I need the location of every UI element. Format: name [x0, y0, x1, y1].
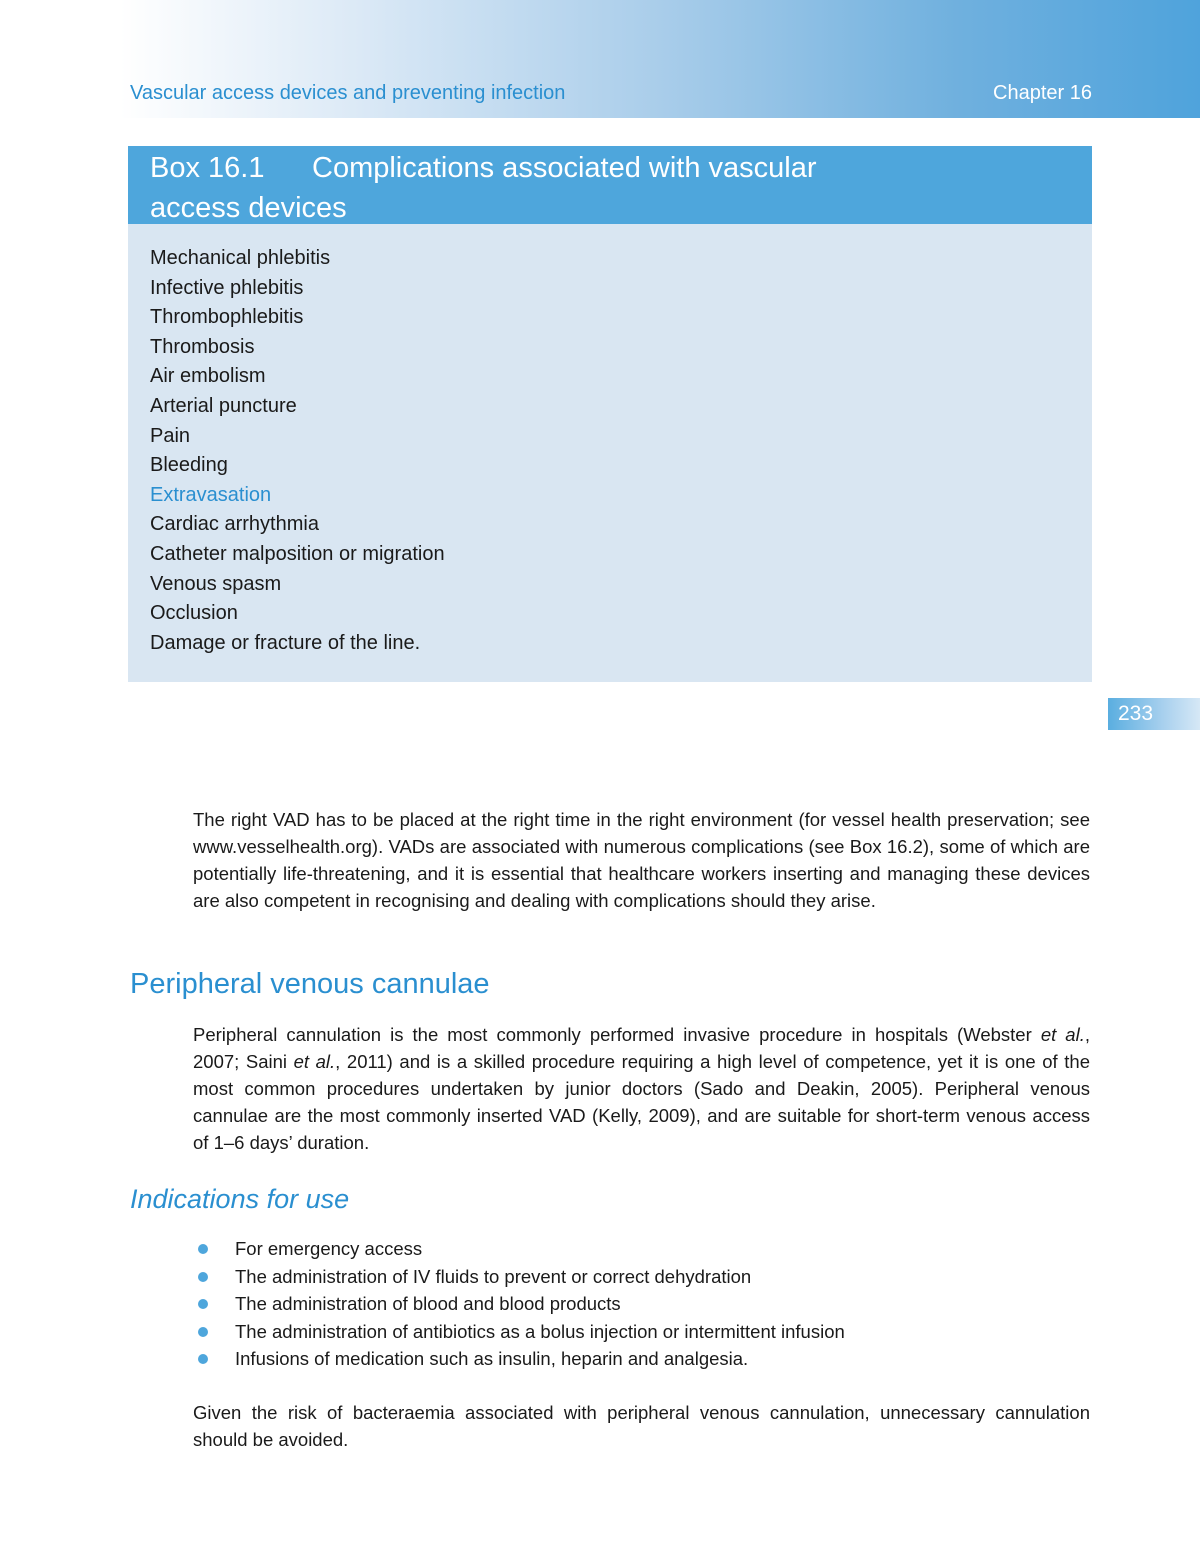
- list-item: Thrombosis: [150, 335, 255, 358]
- box-title-line2: access devices: [150, 192, 347, 224]
- text-run: Peripheral cannulation is the most commonly performed invasive procedure in hospitals (Webster: [193, 1024, 1041, 1045]
- list-item: Thrombophlebitis: [150, 306, 304, 329]
- bullet-text: The administration of IV fluids to prevent or correct dehydration: [235, 1265, 752, 1287]
- bullet-item: [195, 1318, 1095, 1346]
- list-item: Mechanical phlebitis: [150, 247, 331, 269]
- text-run: , 2007; Saini: [193, 1024, 1090, 1072]
- list-item: Arterial puncture: [150, 394, 297, 417]
- list-item: Pain: [150, 424, 191, 447]
- list-item: Catheter malposition or migration: [150, 542, 445, 565]
- bullet-text: Infusions of medication such as insulin, heparin and analgesia.: [235, 1348, 749, 1369]
- bullet-dot-icon: [198, 1327, 208, 1337]
- bullet-dot-icon: [198, 1354, 208, 1364]
- bullet-item: [195, 1263, 1095, 1291]
- bullet-dot-icon: [198, 1272, 208, 1282]
- list-item-link-extravasation[interactable]: Extravasation: [150, 483, 272, 506]
- list-item: Venous spasm: [150, 572, 282, 595]
- bullet-item: [195, 1235, 1095, 1263]
- subheading-indications: Indications for use: [130, 1184, 350, 1214]
- closing-paragraph: Given the risk of bacteraemia associated with peripheral venous cannulation, unnecessary cannulation should be avoided.: [193, 1402, 1090, 1450]
- list-item: Air embolism: [150, 365, 266, 388]
- bullet-text: The administration of antibiotics as a bolus injection or intermittent infusion: [235, 1320, 845, 1342]
- intro-paragraph: The right VAD has to be placed at the right time in the right environment (for vessel health preservation; see www.vesselhealth.org). VADs are associated with numerous complications (see Box 16.2), some of which are potentially life-threatening, and it is essential that healthcare workers inserting and managing these devices are also competent in recognising and dealing with complications should they arise.: [193, 809, 1090, 911]
- bullet-dot-icon: [198, 1244, 208, 1254]
- indications-list: [195, 1235, 1095, 1373]
- complications-list: [128, 224, 1092, 658]
- bullet-dot-icon: [198, 1299, 208, 1309]
- list-item: Bleeding: [150, 454, 228, 477]
- box-title-line1: Complications associated with vascular: [312, 152, 817, 184]
- bullet-text: The administration of blood and blood products: [235, 1293, 621, 1314]
- running-title: Vascular access devices and preventing infection: [130, 81, 566, 104]
- page-number: 233: [1118, 702, 1154, 725]
- box-16-1: [128, 146, 1092, 682]
- box-number: Box 16.1: [150, 152, 265, 184]
- box-header: [128, 146, 1092, 224]
- text-run: , 2011) and is a skilled procedure requiring a high level of competence, yet it is one of the most common procedures undertaken by junior doctors (Sado and Deakin, 2005). Peripheral venous cannulae are the most commonly inserted VAD (Kelly, 2009), and are suitable for short-term venous access of 1–6 days’ duration.: [193, 1051, 1091, 1153]
- list-item: Cardiac arrhythmia: [150, 513, 319, 536]
- chapter-label: Chapter 16: [993, 81, 1092, 104]
- running-head: [130, 78, 1092, 108]
- bullet-item: [195, 1290, 1095, 1318]
- et-al-italic: et al.: [1040, 1024, 1085, 1045]
- section-heading: Peripheral venous cannulae: [130, 968, 490, 1000]
- bullet-item: [195, 1345, 1095, 1373]
- list-item: Infective phlebitis: [150, 276, 304, 299]
- page-number-tab: [1108, 698, 1200, 730]
- list-item: Occlusion: [150, 602, 238, 625]
- list-item: Damage or fracture of the line.: [150, 631, 421, 654]
- section-paragraph: [193, 1021, 1090, 1156]
- et-al-italic: et al.: [293, 1051, 336, 1072]
- bullet-text: For emergency access: [235, 1238, 423, 1259]
